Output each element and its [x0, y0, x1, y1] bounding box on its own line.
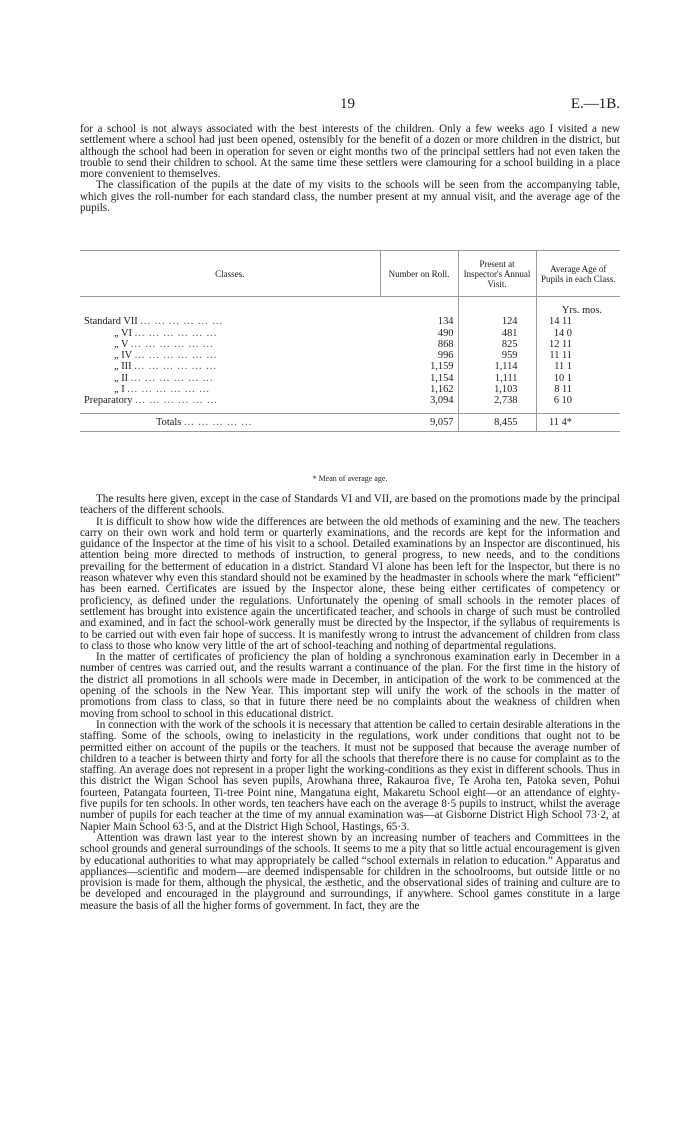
table-row: Standard VII ... ... ... ... ... ... 134 124 14 11: [80, 316, 620, 327]
header-present: Present at Inspector's Annual Visit.: [458, 251, 536, 297]
roll-cell: 996: [380, 350, 458, 361]
spacer-row: [80, 297, 620, 306]
paragraph: In the matter of certificates of proficiency the plan of holding a synchronous examination early in December in a number of centres was carried out, and the results warrant a continuance of the plan. For the first time in the history of the district all promotions in all schools were made in December, in anticipation of the work to be commenced at the opening of the schools in the New Year. This important step will unify the work of the schools in the matter of promotions from class to class, so that in future there need be no complaints about the weakness of children when moving from school to school in this educational district.: [80, 651, 620, 720]
class-label: „ V: [114, 338, 129, 350]
roll-cell: 1,162: [380, 384, 458, 395]
age-cell: 12 11: [549, 338, 572, 350]
intro-text: [80, 124, 620, 214]
class-label: „ II: [114, 372, 129, 384]
class-label: „ I: [114, 384, 125, 396]
table-row: „ V ... ... ... ... ... ... 868 825 12 11: [80, 339, 620, 350]
age-cell: 11 11: [549, 350, 572, 362]
paragraph: The results here given, except in the case of Standards VI and VII, are based on the promotions made by the principal teachers of the different schools.: [80, 493, 620, 517]
main-text: [80, 494, 620, 912]
present-cell: 825: [458, 339, 536, 350]
paragraph-classification: The classification of the pupils at the date of my visits to the schools will be seen from the accompanying table, which gives the roll-number for each standard class, the number present at my annual visit, and the average age of the pupils.: [80, 179, 620, 215]
present-cell: 2,738: [458, 395, 536, 406]
paragraph-continued: for a school is not always associated with the best interests of the children. Only a few weeks ago I visited a new settlement where a school had just been opened, ostensibly for the benefit of a dozen or more children in the district, but although the school had been in operation for seven or eight months two of the principal settlers had not even taken the trouble to send their children to school. At the same time these settlers were clamouring for a school building in a place more convenient to themselves.: [80, 123, 620, 181]
present-cell: 1,114: [458, 361, 536, 372]
paragraph: In connection with the work of the schools it is necessary that attention be called to certain desirable alterations in the staffing. Some of the schools, owing to inelasticity in the regulations, work under conditions that ought not to be permitted either on account of the pupils or the teachers. It must not be supposed that because the average number of children to a teacher is between thirty and forty for all the schools that therefore there is no cause for complaint as to the staffing. An average does not represent in a proper light the working-conditions as they exist in different schools. Thus in this district the Wigan School has seven pupils, Arowhana three, Rakauroa five, Te Aroha ten, Patoka seven, Pohui fourteen, Patangata fourteen, Ti-tree Point nine, Mangatuna eight, Makaretu School eight—or an attendance of eighty-five pupils for ten schools. In other words, ten teachers have each on the average 8·5 pupils to instruct, whilst the average number of pupils for each teacher at the time of my annual examination was—at Gisborne District High School 73·2, at Napier Main School 63·5, and at the District High School, Hastings, 65·3.: [80, 718, 620, 833]
age-cell: 8 11: [554, 384, 572, 396]
class-label: „ III: [114, 361, 132, 373]
age-total: 11 4*: [536, 413, 620, 431]
present-cell: 1,111: [458, 373, 536, 384]
roll-cell: 134: [380, 316, 458, 327]
table-footnote: * Mean of average age.: [312, 474, 388, 483]
roll-cell: 490: [380, 328, 458, 339]
header-roll: Number on Roll.: [380, 251, 458, 297]
units-row: [80, 305, 620, 316]
table-row: „ VI ... ... ... ... ... ... 490 481 14 0: [80, 328, 620, 339]
table-row: Preparatory ... ... ... ... ... ... 3,094 2,738 6 10: [80, 395, 620, 406]
paragraph: Attention was drawn last year to the interest shown by an increasing number of teachers and Committees in the school grounds and general surroundings of the schools. It seems to me a pity that so little actual encouragement is given by educational authorities to what may appropriately be called “school externals in relation to education.” Apparatus and appliances—scientific and modern—are deemed indispensable for children in the schoolrooms, but outside little or no provision is made for them, although the physical, the æsthetic, and the observational sides of training and culture are to be developed and encouraged in the playground and surroundings, if anywhere. School games constitute in a large measure the basis of all the higher forms of government. In fact, they are the: [80, 831, 620, 912]
age-cell: 14 11: [549, 316, 572, 328]
class-label: Standard VII: [84, 316, 138, 328]
roll-cell: 1,154: [380, 373, 458, 384]
age-cell: 11 1: [554, 361, 572, 373]
classification-table-wrap: [80, 250, 620, 432]
roll-cell: 1,159: [380, 361, 458, 372]
page-header: [80, 96, 620, 116]
classification-table: [80, 250, 620, 432]
table-row: „ III ... ... ... ... ... ... 1,159 1,114 11 1: [80, 361, 620, 372]
present-total: 8,455: [458, 413, 536, 431]
table-row: „ IV ... ... ... ... ... ... 996 959 11 11: [80, 350, 620, 361]
age-units: Yrs. mos.: [561, 305, 602, 316]
header-average-age: Average Age of Pupils in each Class.: [536, 251, 620, 297]
present-cell: 959: [458, 350, 536, 361]
totals-label: Totals: [156, 416, 182, 428]
age-cell: 6 10: [553, 395, 572, 407]
age-cell: 14 0: [553, 327, 572, 339]
class-label: „ IV: [114, 350, 132, 362]
header-classes: Classes.: [80, 251, 380, 297]
table-row: „ I ... ... ... ... ... ... 1,162 1,103 8 11: [80, 384, 620, 395]
table-row: „ II ... ... ... ... ... ... 1,154 1,111 10 1: [80, 373, 620, 384]
roll-total: 9,057: [380, 413, 458, 431]
present-cell: 124: [458, 316, 536, 327]
class-label: „ VI: [114, 327, 132, 339]
age-cell: 10 1: [553, 372, 572, 384]
document-reference: E.—1B.: [570, 96, 620, 112]
roll-cell: 3,094: [380, 395, 458, 406]
table-header-row: [80, 251, 620, 297]
class-label: Preparatory: [84, 395, 133, 407]
paragraph: It is difficult to show how wide the differences are between the old methods of examining and the new. The teachers carry on their own work and hold term or quarterly examinations, and the records are kept for the information and guidance of the Inspector at the time of his visit to a school. Detailed examinations by an Inspector are discontinued, his attention being more directed to methods of instruction, to general progress, to new needs, and to the conditions prevailing for the betterment of education in a district. Standard VI alone has been left for the Inspector, but there is no reason whatever why even this standard should not be examined by the headmaster in schools where the mark “efficient” has been earned. Certificates are issued by the Inspector alone, these being either certificates of competency or proficiency, as defined under the regulations. Unfortunately the opening of small schools in the remoter places of settlement has brought into existence again the uncertificated teacher, and schools in charge of such must be controlled and examined, and in fact the school-work generally must be directed by the Inspector, if the syllabus of requirements is to be carried out with even fair hope of success. It is manifestly wrong to intrust the advancement of children from class to class to those who know very little of the art of school-teaching and nothing of departmental regulations.: [80, 515, 620, 652]
present-cell: 1,103: [458, 384, 536, 395]
page-number: 19: [340, 96, 355, 112]
totals-row: Totals ... ... ... ... ... 9,057 8,455 11 4*: [80, 413, 620, 431]
roll-cell: 868: [380, 339, 458, 350]
present-cell: 481: [458, 328, 536, 339]
